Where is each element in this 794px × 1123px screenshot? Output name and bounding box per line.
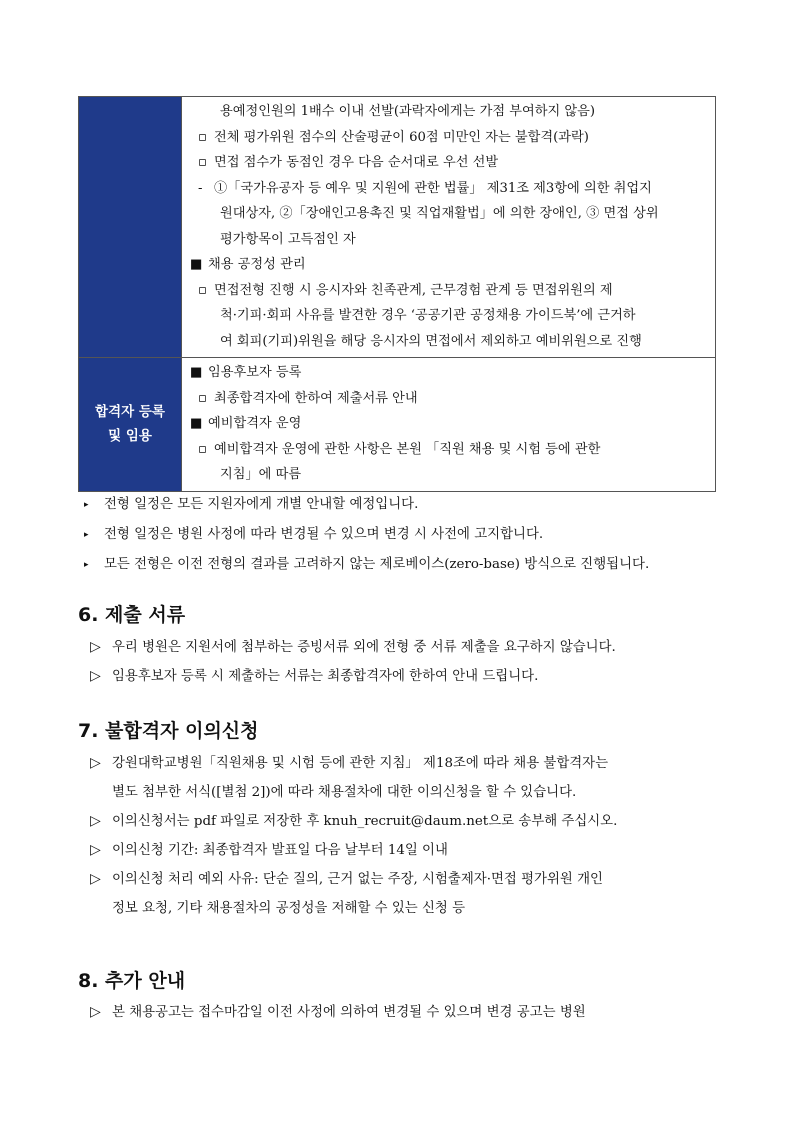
list-item-continuation: 정보 요청, 기타 채용절차의 공정성을 저해할 수 있는 신청 등 <box>112 901 466 916</box>
arrow-bullet-icon: ▷ <box>90 842 101 858</box>
filled-square-icon: ■ <box>190 365 203 380</box>
square-bullet-icon: ▫ <box>198 390 207 406</box>
note-item: ▸ 모든 전형은 이전 전형의 결과를 고려하지 않는 제로베이스(zero-base) 방식으로 진행됩니다. <box>84 550 649 580</box>
table-line: - ①「국가유공자 등 예우 및 지원에 관한 법률」 제31조 제3항에 의한 취업지 <box>190 176 705 202</box>
row-header <box>79 358 181 491</box>
arrow-bullet-icon: ▷ <box>90 639 101 655</box>
table-line: ■ 예비합격자 운영 <box>190 411 705 437</box>
table-row <box>79 97 715 357</box>
filled-square-icon: ■ <box>190 416 203 431</box>
row-header-line: 합격자 등록 <box>95 404 165 421</box>
table-line: ▫ 면접전형 진행 시 응시자와 친족관계, 근무경험 관계 등 면접위원의 제 <box>190 278 705 304</box>
dash-bullet-icon: - <box>198 180 203 196</box>
section-title: 7. 불합격자 이의신청 <box>78 720 259 742</box>
square-bullet-icon: ▫ <box>198 441 207 457</box>
schedule-table <box>78 96 716 492</box>
section-body <box>90 749 617 923</box>
note-item: ▸ 전형 일정은 모든 지원자에게 개별 안내할 예정입니다. <box>84 490 649 520</box>
section-body <box>90 633 616 691</box>
filled-square-icon: ■ <box>190 257 203 272</box>
section-title: 6. 제출 서류 <box>78 604 186 626</box>
table-line: ▫ 면접 점수가 동점인 경우 다음 순서대로 우선 선발 <box>190 150 705 176</box>
list-item-continuation: 별도 첨부한 서식([별첨 2])에 따라 채용절차에 대한 이의신청을 할 수 있습니다. <box>112 785 577 800</box>
list-item: ▷ 우리 병원은 지원서에 첨부하는 증빙서류 외에 전형 중 서류 제출을 요구하지 않습니다. <box>90 633 616 662</box>
table-line: 척·기피·회피 사유를 발견한 경우 ‘공공기관 공정채용 가이드북’에 근거하 <box>220 308 636 323</box>
row-body <box>181 97 715 357</box>
table-line: ▫ 전체 평가위원 점수의 산술평균이 60점 미만인 자는 불합격(과락) <box>190 125 705 151</box>
table-line: 여 회피(기피)위원을 해당 응시자의 면접에서 제외하고 예비위원으로 진행 <box>220 333 642 349</box>
table-line: 용예정인원의 1배수 이내 선발(과락자에게는 가점 부여하지 않음) <box>220 104 596 119</box>
list-item: ▷ 이의신청서는 pdf 파일로 저장한 후 knuh_recruit@daum.net으로 송부해 주십시오. <box>90 807 617 836</box>
triangle-bullet-icon: ▸ <box>84 500 89 510</box>
table-line: ▫ 예비합격자 운영에 관한 사항은 본원 「직원 채용 및 시험 등에 관한 <box>190 437 705 463</box>
arrow-bullet-icon: ▷ <box>90 1004 101 1020</box>
row-header-line: 및 임용 <box>108 428 152 445</box>
list-item: ▷ 본 채용공고는 접수마감일 이전 사정에 의하여 변경될 수 있으며 변경 공고는 병원 <box>90 998 586 1027</box>
table-line: 원대상자, ②「장애인고용촉진 및 직업재활법」에 의한 장애인, ③ 면접 상위 <box>220 206 659 221</box>
arrow-bullet-icon: ▷ <box>90 668 101 684</box>
row-header-empty <box>79 97 181 357</box>
note-item: ▸ 전형 일정은 병원 사정에 따라 변경될 수 있으며 변경 시 사전에 고지합니다. <box>84 520 649 550</box>
list-item: ▷ 이의신청 기간: 최종합격자 발표일 다음 날부터 14일 이내 <box>90 836 617 865</box>
list-item: ▷ 이의신청 처리 예외 사유: 단순 질의, 근거 없는 주장, 시험출제자·면접 평가위원 개인 <box>90 865 617 894</box>
table-line: ▫ 최종합격자에 한하여 제출서류 안내 <box>190 386 705 412</box>
list-item: ▷ 임용후보자 등록 시 제출하는 서류는 최종합격자에 한하여 안내 드립니다. <box>90 662 616 691</box>
square-bullet-icon: ▫ <box>198 129 207 145</box>
square-bullet-icon: ▫ <box>198 155 207 170</box>
section-title: 8. 추가 안내 <box>78 970 186 992</box>
table-line: 지침」에 따름 <box>220 467 302 482</box>
table-line: ■ 채용 공정성 관리 <box>190 252 705 278</box>
table-line: ■ 임용후보자 등록 <box>190 360 705 386</box>
table-line: 평가항목이 고득점인 자 <box>220 231 356 247</box>
triangle-bullet-icon: ▸ <box>84 530 89 540</box>
table-row <box>79 357 715 491</box>
list-item: ▷ 강원대학교병원「직원채용 및 시험 등에 관한 지침」 제18조에 따라 채용 불합격자는 <box>90 749 617 778</box>
arrow-bullet-icon: ▷ <box>90 871 101 887</box>
section-body <box>90 998 586 1027</box>
arrow-bullet-icon: ▷ <box>90 813 101 829</box>
arrow-bullet-icon: ▷ <box>90 755 101 771</box>
square-bullet-icon: ▫ <box>198 282 207 298</box>
row-body <box>181 358 715 491</box>
notes-list <box>84 490 649 580</box>
triangle-bullet-icon: ▸ <box>84 560 89 570</box>
